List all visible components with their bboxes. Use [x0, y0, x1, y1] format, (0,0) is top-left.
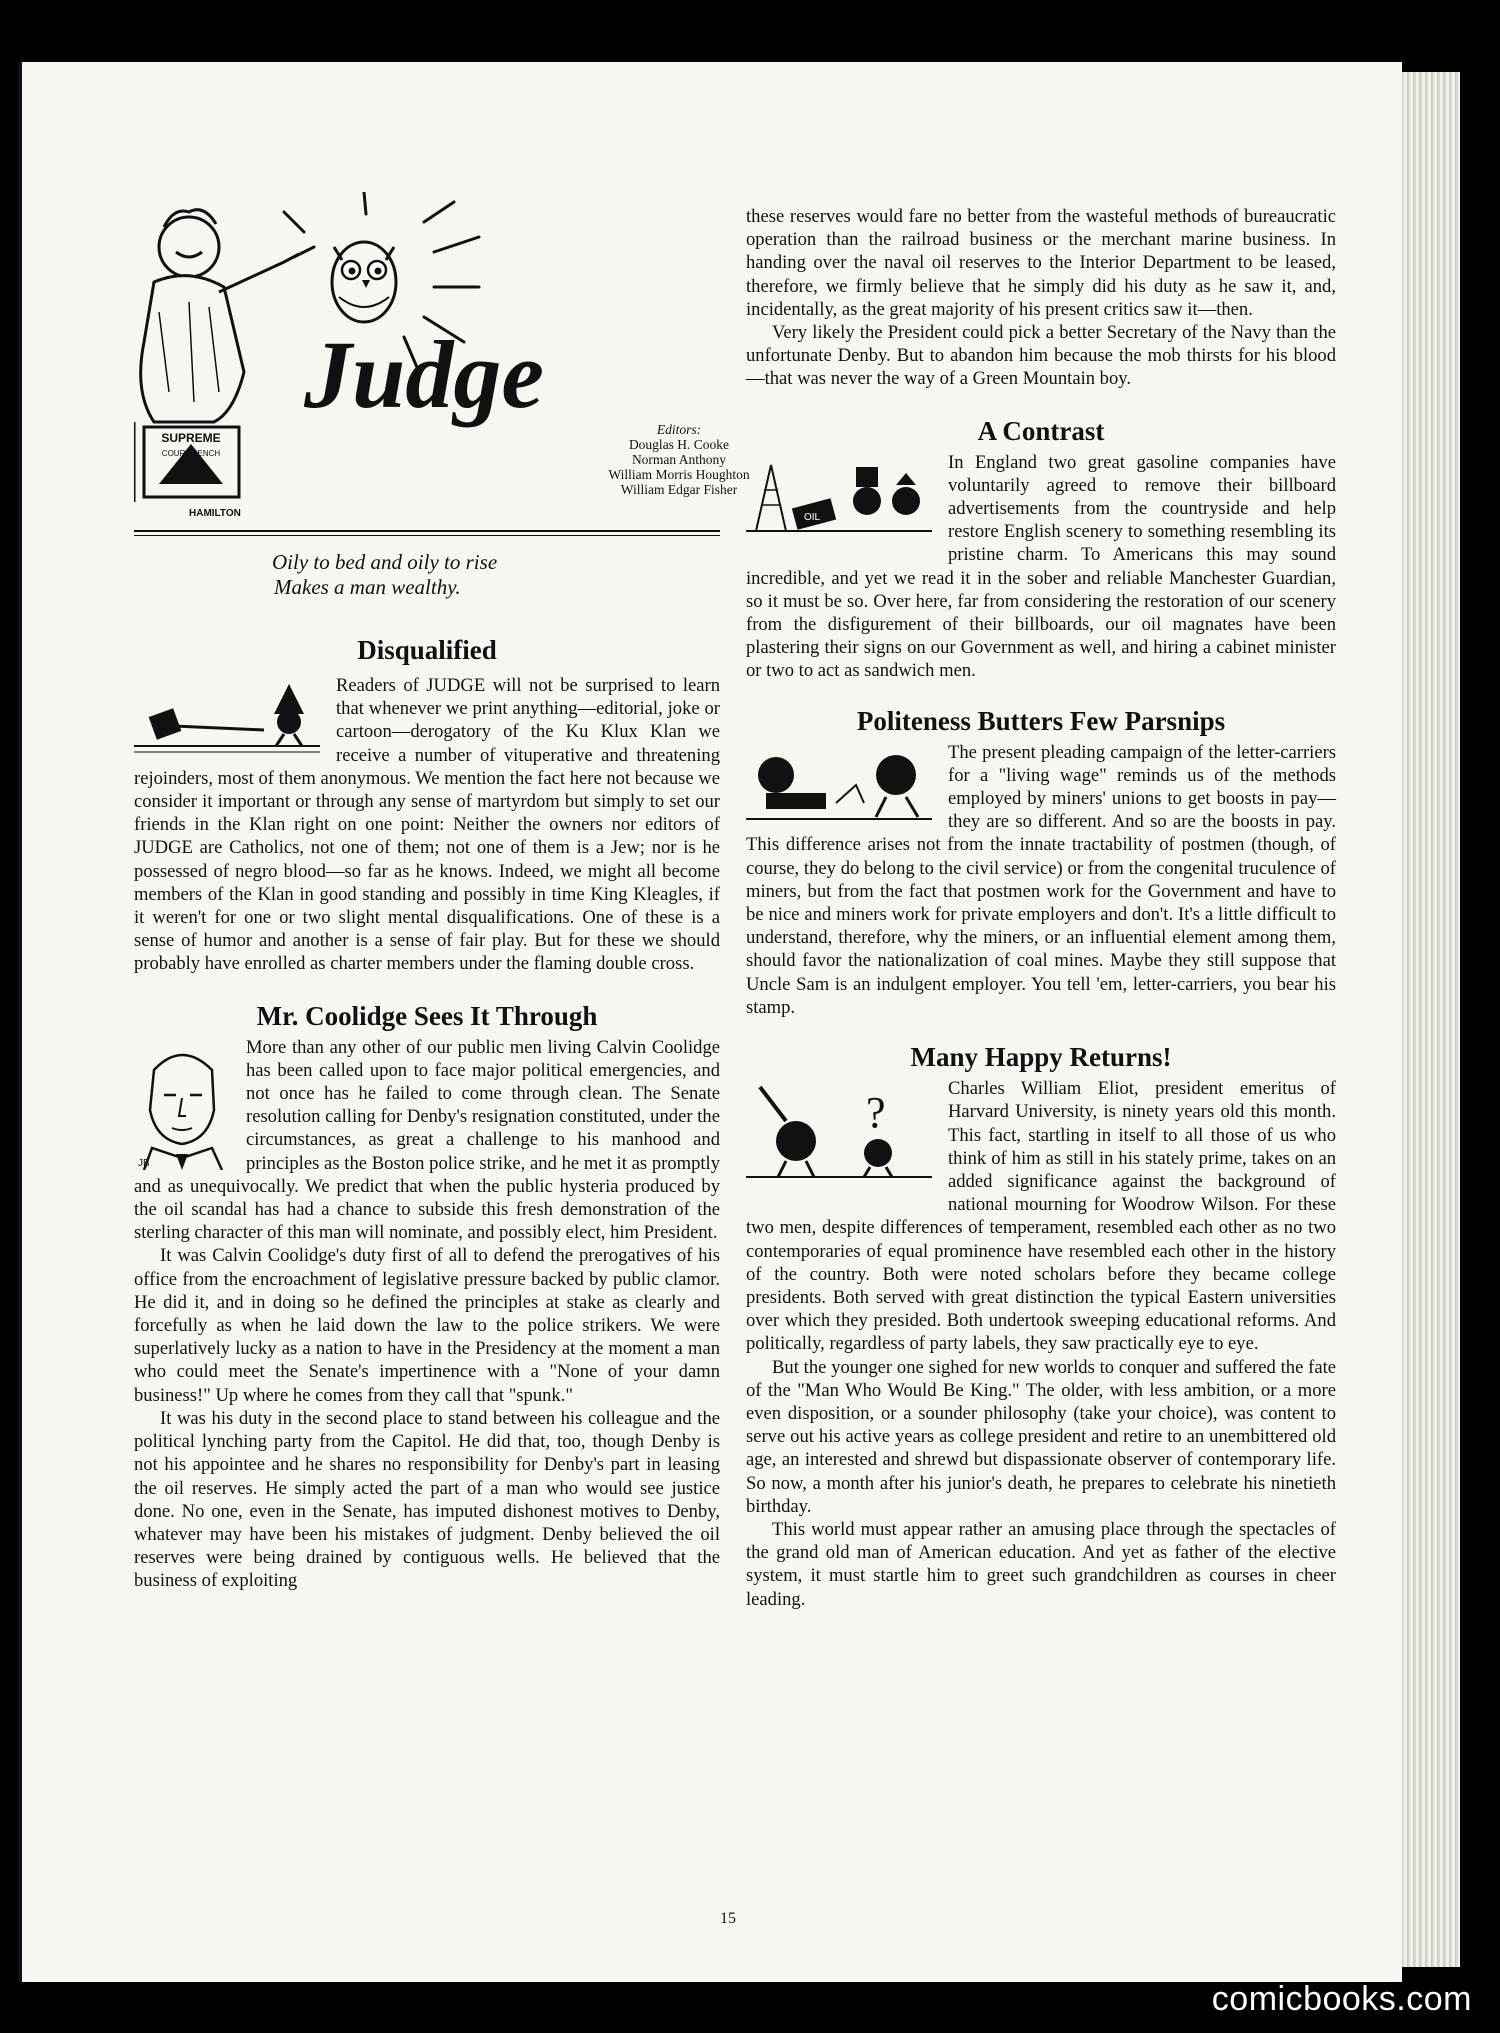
- article-returns-p2: But the younger one sighed for new worlds to conquer and suffered the fate of the "Man Who Would Be King." The older, with less ambition, or a more even disposition, or a sounder philosophy (take your choice), was content to serve out his active years as college president and retire to an unembittered old age, an interested and shrewd but dispassionate observer of contemporary life. So now, a month after his junior's death, he prepares to celebrate his ninetieth birthday.: [746, 1356, 1336, 1517]
- artist-signature: HAMILTON: [189, 508, 241, 519]
- article-returns-p3: This world must appear rather an amusing place through the spectacles of the grand old man of American education. And yet as father of the elective system, it must startle him to greet such grandchildren as courses in cheer leading.: [746, 1518, 1336, 1610]
- heading-returns: Many Happy Returns!: [910, 1042, 1172, 1073]
- right-column: [746, 205, 1336, 1611]
- motto: Oily to bed and oily to rise Makes a man wealthy.: [272, 550, 498, 599]
- page-edges: [1402, 72, 1460, 1967]
- postman-miner-illustration: [746, 745, 932, 827]
- judge-figure-icon: [141, 210, 299, 422]
- svg-text:OIL: OIL: [804, 511, 821, 523]
- article-coolidge-p3: It was his duty in the second place to stand between his colleague and the political lynching party from the Capitol. He did that, too, though Denby is not his appointee and he shares no responsibility for Denby's part in leasing the oil reserves. He simply acted the part of a man who would see justice done. No one, even in the Senate, has imputed dishonest motives to Denby, whatever may have been his mistakes of judgment. Denby believed the oil reserves were being drained by contiguous wells. He believed that the business of exploiting: [134, 1407, 720, 1592]
- supreme-court-bench-icon: [134, 422, 239, 502]
- masthead-title: Judge: [304, 321, 544, 428]
- svg-text:JB: JB: [138, 1157, 150, 1169]
- heading-coolidge: Mr. Coolidge Sees It Through: [256, 1000, 598, 1031]
- heading-contrast: A Contrast: [977, 415, 1105, 446]
- article-coolidge-continued-p1: these reserves would fare no better from the wasteful methods of bureaucratic operation than the railroad business or the merchant marine business. In handing over the naval oil reserves to the Interior Department to be leased, therefore, we firmly believe that he simply did his duty as he saw it, and, incidentally, as the great majority of his present critics saw it—then.: [746, 206, 1336, 320]
- editor-name: William Morris Houghton: [608, 467, 750, 482]
- page-number: 15: [720, 1910, 736, 1927]
- article-coolidge-continued-p2: Very likely the President could pick a better Secretary of the Navy than the unfortunate Denby. But to abandon him because the mob thirsts for his blood—that was never the way of a Green Mountain boy.: [746, 322, 1336, 390]
- article-coolidge-p2: It was Calvin Coolidge's duty first of all to defend the prerogatives of his office from the encroachment of legislative pressure backed by public clamor. He did it, and in doing so he defined the principles at stake as clearly and forcefully as when he laid down the law to the police strikers. We were superlatively lucky as a nation to have in the Presidency at the moment a man who could meet the Senate's impertinence with a "None of your damn business!" Up where he comes from they call that "spunk.": [134, 1245, 720, 1406]
- masthead: [134, 192, 750, 572]
- editor-name: Norman Anthony: [631, 452, 727, 467]
- heading-disqualified: Disqualified: [357, 635, 497, 665]
- owl-icon: [332, 242, 396, 322]
- article-disqualified: Readers of JUDGE will not be surprised to learn that whenever we print anything—editorial, joke or cartoon—derogatory of the Ku Klux Klan we receive a number of vituperative and threatening rejoinders, most of them anonymous. We mention the fact here not because we consider it important or through any sense of martyrdom but simply to set our friends in the Klan right on one point: Neither the owners nor editors of JUDGE are Catholics, not one of them; not one of them is a Jew; nor is he possessed of negro blood—so far as he knows. Indeed, we might all become members of the Klan in good standing and possibly in time King Kleagles, if it weren't for one or two slight mental disqualifications. One of these is a sense of humor and another is a sense of fair play. But for these we should probably have enrolled as charter members under the flaming double cross.: [134, 675, 720, 975]
- article-returns-p1: Charles William Eliot, president emeritus of Harvard University, is ninety years old this month. This fact, startling in itself to all those of us who think of him as still in his stately prime, takes on an added significance against the background of national mourning for Woodrow Wilson. For these two men, despite differences of temperament, resembled each other as no two contemporaries of equal prominence have resembled each other in the history of the country. Both were noted scholars before they became college presidents. Both served with great distinction the typical Eastern universities over which they presided. Both undertook sweeping educational reforms. And politically, regardless of party labels, they saw practically eye to eye.: [746, 1078, 1336, 1355]
- left-column: [134, 192, 750, 1593]
- editor-name: Douglas H. Cooke: [628, 437, 730, 452]
- article-coolidge-p1: More than any other of our public men living Calvin Coolidge has been called upon to face major political emergencies, and not once has he failed to come through clean. The Senate resolution calling for Denby's resignation constituted, under the circumstances, as great a challenge to his manhood and principles as the Boston police strike, and he met it as promptly and as unequivocally. We predict that when the public hysteria produced by the oil scandal has had a chance to subside this fresh demonstration of the sterling character of this man will nominate, and possibly elect, him President.: [134, 1036, 720, 1244]
- editor-name: William Edgar Fisher: [620, 482, 738, 497]
- klansman-trap-illustration: [134, 674, 320, 758]
- svg-text:SUPREME: SUPREME: [161, 431, 221, 445]
- coolidge-portrait: [134, 1040, 230, 1170]
- oil-derrick-illustration: [746, 455, 932, 541]
- editors-list: Editors: Douglas H. Cooke Norman Anthony William Morris Houghton William Edgar Fisher: [534, 422, 824, 497]
- heading-politeness: Politeness Butters Few Parsnips: [856, 705, 1226, 736]
- watermark: comicbooks.com: [1211, 1980, 1472, 2018]
- svg-text:?: ?: [866, 1088, 886, 1138]
- article-politeness: The present pleading campaign of the letter-carriers for a "living wage" reminds us of the methods employed by miners' unions to get boosts in pay—they are so different. And so are the boosts in pay. This difference arises not from the innate tractability of postmen (though, of course, they do belong to the civil service) or from the congenital truculence of miners, but from the fact that postmen work for the Government and have to be nice and miners work for private employers and don't. It's a little difficult to understand, therefore, why the miners, or an influential element among them, should favor the nationalization of coal mines. Maybe they still suppose that Uncle Sam is an indulgent employer. You tell 'em, letter-carriers, you bear his stamp.: [746, 741, 1336, 1018]
- article-contrast: In England two great gasoline companies have voluntarily agreed to remove their billboard advertisements from the countryside and help restore English scenery to something resembling its pristine charm. To Americans this may sound incredible, and yet we read it in the sober and reliable Manchester Guardian, so it must be so. Over here, far from considering the restoration of our scenery from the disfigurement of their billboards, our oil magnates have been plastering their signs on our Government as well, and hiring a cabinet minister or two to act as sandwich men.: [746, 451, 1336, 682]
- eliot-birthday-illustration: [746, 1081, 932, 1191]
- svg-text:COURT BENCH: COURT BENCH: [161, 449, 221, 458]
